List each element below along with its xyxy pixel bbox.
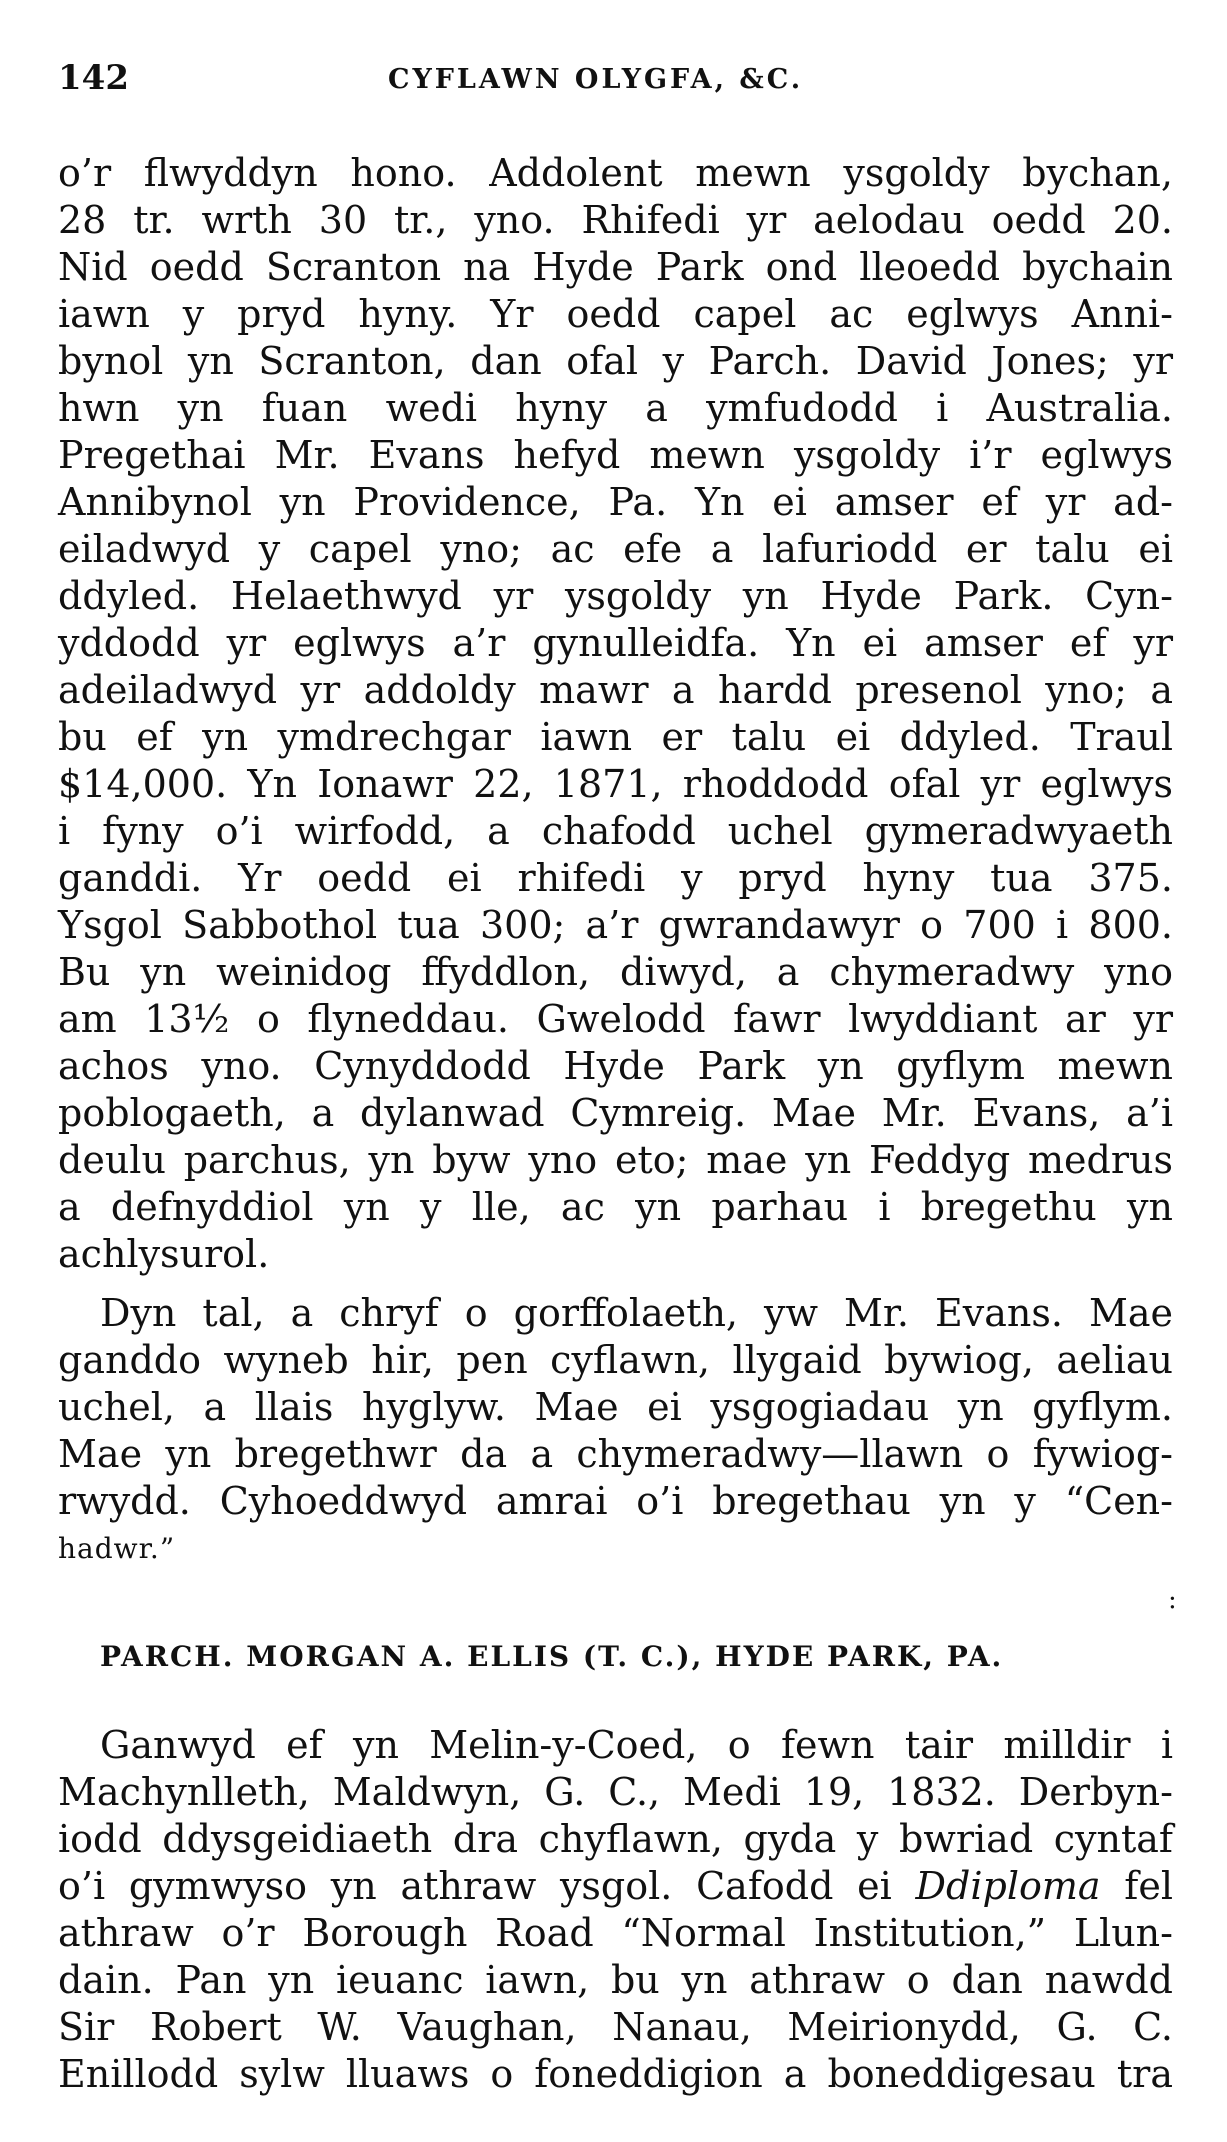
text-line: Nid oedd Scranton na Hyde Park ond lleoedd bychain (58, 245, 1173, 289)
text-line (58, 1863, 1173, 1910)
text-line: athraw o’r Borough Road “Normal Institution,” Llun- (58, 1911, 1173, 1955)
text-line: hwn yn fuan wedi hyny a ymfudodd i Australia. (58, 386, 1173, 430)
text-line: iodd ddysgeidiaeth dra chyflawn, gyda y bwriad cyntaf (58, 1817, 1173, 1861)
text-line: dain. Pan yn ieuanc iawn, bu yn athraw o dan nawdd (58, 1958, 1173, 2002)
text-line: uchel, a llais hyglyw. Mae ei ysgogiadau yn gyflym. (58, 1385, 1173, 1429)
paragraph-2 (58, 1290, 1173, 1572)
text-span: o’i gymwyso yn athraw ysgol. Cafodd ei (58, 1864, 916, 1908)
text-line: Ysgol Sabbothol tua 300; a’r gwrandawyr o 700 i 800. (58, 903, 1173, 947)
text-line: Ganwyd ef yn Melin-y-Coed, o fewn tair milldir i (100, 1723, 1173, 1767)
text-line: i fyny o’i wirfodd, a chafodd uchel gymeradwyaeth (58, 809, 1173, 853)
text-line: Pregethai Mr. Evans hefyd mewn ysgoldy i’r eglwys (58, 433, 1173, 477)
text-line: iawn y pryd hyny. Yr oedd capel ac eglwys Anni- (58, 292, 1173, 336)
italic-word: Ddiploma (915, 1864, 1101, 1908)
biography-text (58, 1722, 1173, 2098)
text-line: bu ef yn ymdrechgar iawn er talu ei ddyled. Traul (58, 715, 1173, 759)
text-line: yddodd yr eglwys a’r gynulleidfa. Yn ei amser ef yr (58, 621, 1173, 665)
paragraph-1 (58, 150, 1173, 1278)
text-line: ddyled. Helaethwyd yr ysgoldy yn Hyde Park. Cyn- (58, 574, 1173, 618)
section-heading: PARCH. MORGAN A. ELLIS (T. C.), HYDE PARK, PA. (100, 1640, 1004, 1673)
text-line: bynol yn Scranton, dan ofal y Parch. David Jones; yr (58, 339, 1173, 383)
text-line: Machynlleth, Maldwyn, G. C., Medi 19, 1832. Derbyn- (58, 1770, 1173, 1814)
text-line: am 13½ o flyneddau. Gwelodd fawr lwyddiant ar yr (58, 997, 1173, 1041)
text-line: ganddi. Yr oedd ei rhifedi y pryd hyny tua 375. (58, 856, 1173, 900)
main-text (58, 150, 1173, 1572)
text-line: Bu yn weinidog ffyddlon, diwyd, a chymeradwy yno (58, 950, 1173, 994)
text-line: Annibynol yn Providence, Pa. Yn ei amser ef yr ad- (58, 480, 1173, 524)
text-line: Mae yn bregethwr da a chymeradwy—llawn o fywiog- (58, 1432, 1173, 1476)
text-line: eiladwyd y capel yno; ac efe a lafuriodd er talu ei (58, 527, 1173, 571)
text-line: Dyn tal, a chryf o gorffolaeth, yw Mr. Evans. Mae (100, 1291, 1173, 1335)
text-line: Sir Robert W. Vaughan, Nanau, Meirionydd, G. C. (58, 2005, 1173, 2049)
text-line: ganddo wyneb hir, pen cyflawn, llygaid bywiog, aeliau (58, 1338, 1173, 1382)
text-line: o’r flwyddyn hono. Addolent mewn ysgoldy bychan, (58, 151, 1173, 195)
text-line: $14,000. Yn Ionawr 22, 1871, rhoddodd ofal yr eglwys (58, 762, 1173, 806)
paragraph-gap (58, 1278, 1173, 1290)
text-line: rwydd. Cyhoeddwyd amrai o’i bregethau yn y “Cen- (58, 1479, 1173, 1523)
page-header (58, 58, 1168, 108)
text-line: Enillodd sylw lluaws o foneddigion a boneddigesau tra (58, 2052, 1173, 2096)
text-line: 28 tr. wrth 30 tr., yno. Rhifedi yr aelodau oedd 20. (58, 198, 1173, 242)
text-line: achlysurol. (58, 1232, 270, 1276)
page-number: 142 (58, 58, 129, 98)
text-line: deulu parchus, yn byw yno eto; mae yn Feddyg medrus (58, 1138, 1173, 1182)
text-line: hadwr.” (58, 1532, 176, 1565)
text-span: fel (1100, 1864, 1173, 1908)
margin-mark: : (1168, 1585, 1177, 1615)
running-title: CYFLAWN OLYGFA, &C. (388, 64, 804, 95)
text-line: poblogaeth, a dylanwad Cymreig. Mae Mr. Evans, a’i (58, 1091, 1173, 1135)
text-line: achos yno. Cynyddodd Hyde Park yn gyflym mewn (58, 1044, 1173, 1088)
text-line: adeiladwyd yr addoldy mawr a hardd presenol yno; a (58, 668, 1173, 712)
text-line: a defnyddiol yn y lle, ac yn parhau i bregethu yn (58, 1185, 1173, 1229)
